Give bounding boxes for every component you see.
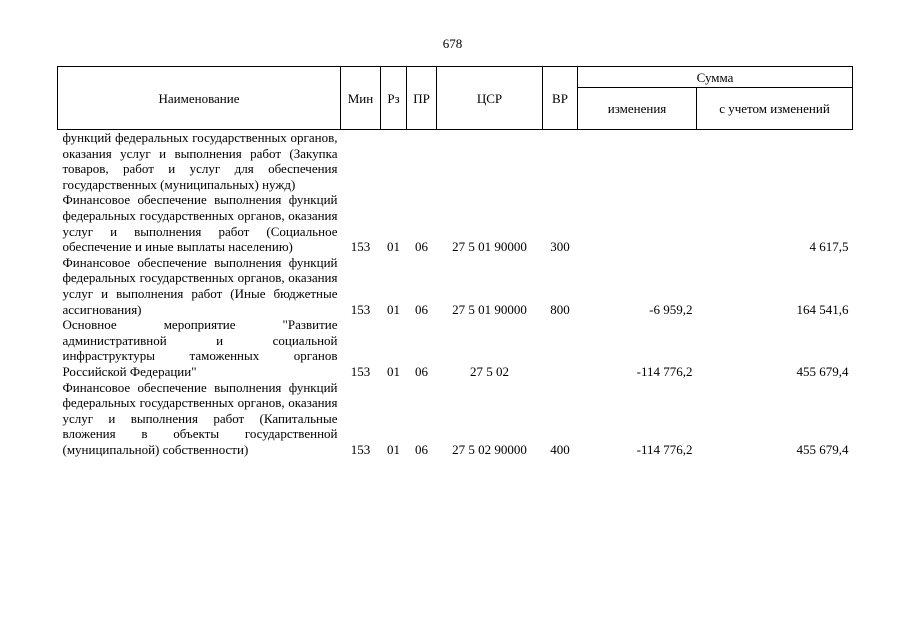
table-row: [58, 255, 853, 317]
row-rz: 01: [387, 301, 400, 317]
header-change: изменения: [578, 88, 697, 130]
header-rz: Рз: [381, 67, 407, 130]
row-pr: 06: [415, 363, 428, 379]
row-total: 4 617,5: [809, 239, 849, 255]
row-min: 153: [350, 363, 371, 379]
row-rz: [381, 130, 407, 193]
table-header: [58, 67, 853, 130]
row-total: 455 679,4: [796, 441, 849, 457]
header-name: Наименование: [58, 67, 341, 130]
row-total: 455 679,4: [796, 363, 849, 379]
page-number: 678: [442, 36, 463, 51]
row-total: [697, 130, 853, 193]
row-total: 164 541,6: [796, 301, 849, 317]
row-csr: [437, 130, 543, 193]
row-pr: 06: [415, 441, 428, 457]
row-name: Финансовое обеспечение выполнения функций федеральных государственных органов, оказания услуг и выполнения работ (Капитальные вложения в объекты государственной (муниципальной) собственности): [62, 379, 338, 457]
row-vr: [543, 130, 578, 193]
row-change: -6 959,2: [649, 301, 693, 317]
header-vr: ВР: [543, 67, 578, 130]
row-change: -114 776,2: [636, 441, 693, 457]
table-row: [58, 317, 853, 379]
row-vr: 300: [550, 239, 570, 255]
header-with-change: с учетом изменений: [697, 88, 853, 130]
row-min: [341, 130, 381, 193]
table-row: [58, 380, 853, 458]
row-pr: 06: [415, 239, 428, 255]
row-change: [578, 130, 697, 193]
row-min: 153: [350, 441, 371, 457]
row-name: Финансовое обеспечение выполнения функций федеральных государственных органов, оказания услуг и выполнения работ (Социальное обеспечение и иные выплаты населению): [62, 192, 338, 255]
table-row: [58, 192, 853, 254]
row-rz: 01: [387, 441, 400, 457]
row-csr: 27 5 01 90000: [452, 301, 527, 317]
budget-table: [57, 66, 853, 457]
row-vr: 400: [550, 441, 570, 457]
header-csr: ЦСР: [437, 67, 543, 130]
row-min: 153: [350, 239, 371, 255]
row-pr: [407, 130, 437, 193]
row-csr: 27 5 01 90000: [452, 239, 527, 255]
row-rz: 01: [387, 239, 400, 255]
row-change: [578, 192, 697, 254]
table-row: [58, 130, 853, 193]
row-name: Финансовое обеспечение выполнения функций федеральных государственных органов, оказания услуг и выполнения работ (Иные бюджетные ассигнования): [62, 254, 338, 317]
row-vr: 800: [550, 301, 570, 317]
row-name: Основное мероприятие "Развитие административной и социальной инфраструктуры таможенных органов Российской Федерации": [62, 317, 338, 379]
row-pr: 06: [415, 301, 428, 317]
header-sum: Сумма: [578, 67, 853, 88]
header-pr: ПР: [407, 67, 437, 130]
row-name: функций федеральных государственных органов, оказания услуг и выполнения работ (Закупка товаров, работ и услуг для обеспечения государственных (муниципальных) нужд): [62, 130, 338, 192]
header-min: Мин: [341, 67, 381, 130]
row-min: 153: [350, 301, 371, 317]
row-csr: 27 5 02 90000: [452, 441, 527, 457]
row-csr: 27 5 02: [470, 363, 509, 379]
row-vr: [543, 317, 578, 379]
row-change: -114 776,2: [636, 363, 693, 379]
row-rz: 01: [387, 363, 400, 379]
